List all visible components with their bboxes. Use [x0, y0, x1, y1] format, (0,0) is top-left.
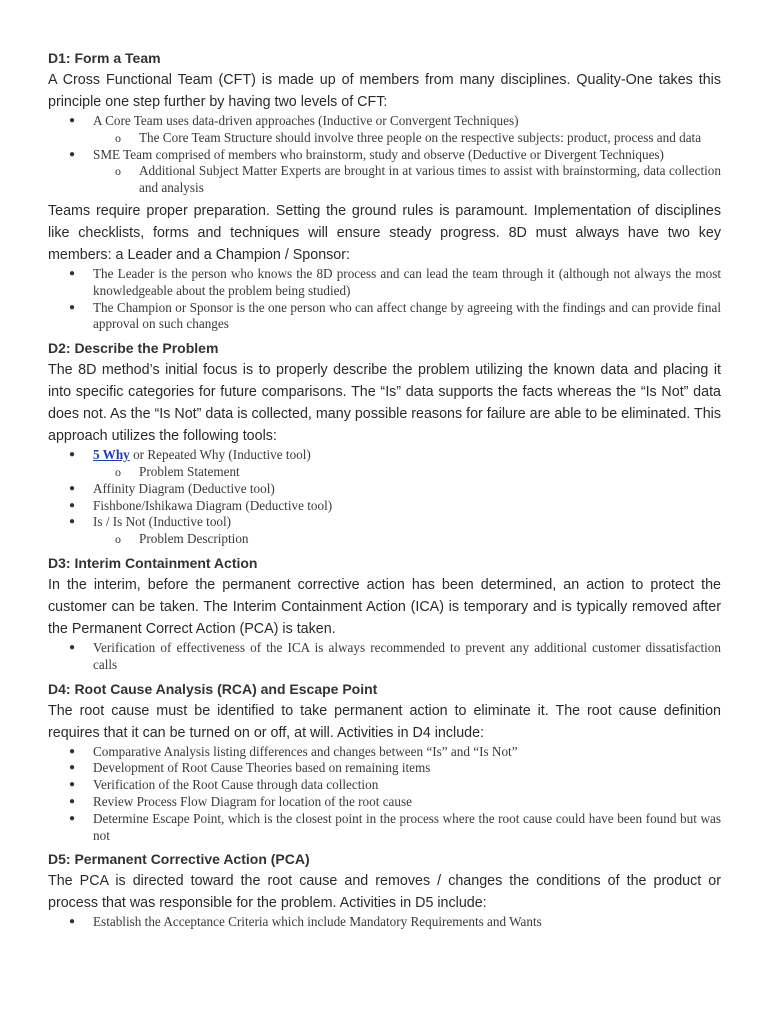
list-item — [48, 794, 721, 811]
sub-list-item-text: The Core Team Structure should involve three people on the respective subjects: product, process and data — [139, 129, 702, 145]
section-heading: D3: Interim Containment Action — [48, 554, 258, 571]
section-paragraph: The PCA is directed toward the root cause and removes / changes the conditions of the product or process that was responsible for the problem. Activities in D5 include: — [48, 873, 721, 912]
sub-bullet-list — [93, 130, 721, 147]
list-item — [48, 514, 721, 548]
bullet-icon: ● — [69, 115, 76, 126]
five-why-link[interactable]: 5 Why — [93, 447, 130, 463]
list-item — [48, 113, 721, 147]
list-item — [48, 481, 721, 498]
bullet-icon: ● — [69, 267, 76, 279]
bullet-list — [48, 914, 721, 931]
list-item — [48, 811, 721, 845]
sub-list-item — [93, 130, 721, 147]
section-paragraph: The root cause must be identified to take permanent action to eliminate it. The root cause definition requires that it can be turned on or off, at will. Activities in D4 include: — [48, 702, 721, 741]
list-item — [48, 266, 721, 300]
list-item — [48, 447, 721, 481]
section-heading: D4: Root Cause Analysis (RCA) and Escape Point — [48, 680, 378, 697]
section-d1 — [48, 48, 721, 333]
list-item-text: Development of Root Cause Theories based on remaining items — [93, 760, 431, 776]
bullet-icon: ● — [69, 641, 76, 653]
sub-list-item — [93, 464, 721, 481]
list-item-text: or Repeated Why (Inductive tool) — [129, 447, 311, 463]
section-d5 — [48, 849, 721, 931]
list-item-text: Verification of effectiveness of the ICA is always recommended to prevent any additional customer dissatisfaction calls — [93, 639, 721, 672]
bullet-icon: ● — [69, 148, 76, 160]
sub-bullet-list — [93, 464, 721, 481]
sub-bullet-icon: o — [115, 464, 121, 479]
list-item-text: The Leader is the person who knows the 8D process and can lead the team through it (although not always the most knowledgeable about the problem being studied) — [93, 265, 721, 298]
list-item-text: Establish the Acceptance Criteria which include Mandatory Requirements and Wants — [93, 914, 542, 930]
section-d2 — [48, 338, 721, 548]
list-item-text: SME Team comprised of members who brainstorm, study and observe (Deductive or Divergent Techniques) — [93, 146, 664, 162]
bullet-icon: ● — [69, 779, 76, 791]
bullet-list — [48, 113, 721, 197]
sub-bullet-icon: o — [115, 164, 121, 179]
section-d4 — [48, 679, 721, 845]
list-item-text: Fishbone/Ishikawa Diagram (Deductive tool) — [93, 497, 333, 513]
bullet-icon: ● — [69, 482, 76, 494]
list-item — [48, 640, 721, 674]
list-item-text: A Core Team uses data-driven approaches (Inductive or Convergent Techniques) — [93, 113, 519, 128]
section-paragraph: In the interim, before the permanent corrective action has been determined, an action to protect the customer can be taken. The Interim Containment Action (ICA) is temporary and is typically removed after the Permanent Correct Action (PCA) is taken. — [48, 576, 721, 637]
bullet-icon: ● — [69, 762, 76, 774]
bullet-icon: ● — [69, 745, 76, 757]
list-item-text: Affinity Diagram (Deductive tool) — [93, 480, 275, 496]
sub-list-item-text: Problem Statement — [139, 463, 240, 479]
bullet-icon: ● — [69, 449, 76, 461]
section-paragraph: A Cross Functional Team (CFT) is made up of members from many disciplines. Quality-One takes this principle one step further by having two levels of CFT: — [48, 72, 721, 110]
list-item — [48, 147, 721, 197]
bullet-icon: ● — [69, 301, 76, 313]
section-heading: D5: Permanent Corrective Action (PCA) — [48, 851, 310, 868]
sub-list-item — [93, 163, 721, 197]
bullet-icon: ● — [69, 499, 76, 511]
list-item — [48, 498, 721, 515]
list-item — [48, 914, 721, 931]
bullet-list — [48, 447, 721, 548]
list-item — [48, 760, 721, 777]
list-item-text: Review Process Flow Diagram for location of the root cause — [93, 793, 412, 809]
bullet-icon: ● — [69, 795, 76, 807]
document-page — [48, 48, 721, 933]
list-item — [48, 300, 721, 334]
list-item-text: Comparative Analysis listing differences and changes between “Is” and “Is Not” — [93, 743, 518, 759]
bullet-icon: ● — [69, 516, 76, 528]
section-d3 — [48, 553, 721, 674]
section-heading: D1: Form a Team — [48, 50, 161, 66]
bullet-icon: ● — [69, 812, 76, 824]
section-paragraph: The 8D method’s initial focus is to properly describe the problem utilizing the known data and placing it into specific categories for future comparisons. The “Is” data supports the facts whereas the “Is Not” data does not. As the “Is Not” data is collected, many possible reasons for failure are able to be eliminated. This approach utilizes the following tools: — [48, 362, 721, 445]
bullet-list — [48, 640, 721, 674]
list-item — [48, 777, 721, 794]
sub-bullet-list — [93, 531, 721, 548]
list-item-text: Verification of the Root Cause through data collection — [93, 777, 379, 793]
list-item-text: Determine Escape Point, which is the closest point in the process where the root cause could have been found but was not — [93, 810, 721, 843]
list-item-text: Is / Is Not (Inductive tool) — [93, 514, 232, 530]
sub-list-item-text: Additional Subject Matter Experts are brought in at various times to assist with brainstorming, data collection and analysis — [139, 163, 721, 196]
bullet-list — [48, 266, 721, 333]
bullet-list — [48, 744, 721, 845]
section-heading: D2: Describe the Problem — [48, 340, 219, 357]
sub-bullet-list — [93, 163, 721, 197]
sub-list-item-text: Problem Description — [139, 531, 249, 547]
sub-list-item — [93, 531, 721, 548]
list-item-text: The Champion or Sponsor is the one person who can affect change by agreeing with the findings and can provide final approval on such changes — [93, 299, 721, 332]
sub-bullet-icon: o — [115, 130, 121, 145]
bullet-icon: ● — [69, 916, 76, 928]
section-paragraph: Teams require proper preparation. Setting the ground rules is paramount. Implementation of disciplines like checklists, forms and techniques will ensure steady progress. 8D must always have two key members: a Leader and a Champion / Sponsor: — [48, 202, 721, 263]
list-item — [48, 744, 721, 761]
sub-bullet-icon: o — [115, 532, 121, 547]
